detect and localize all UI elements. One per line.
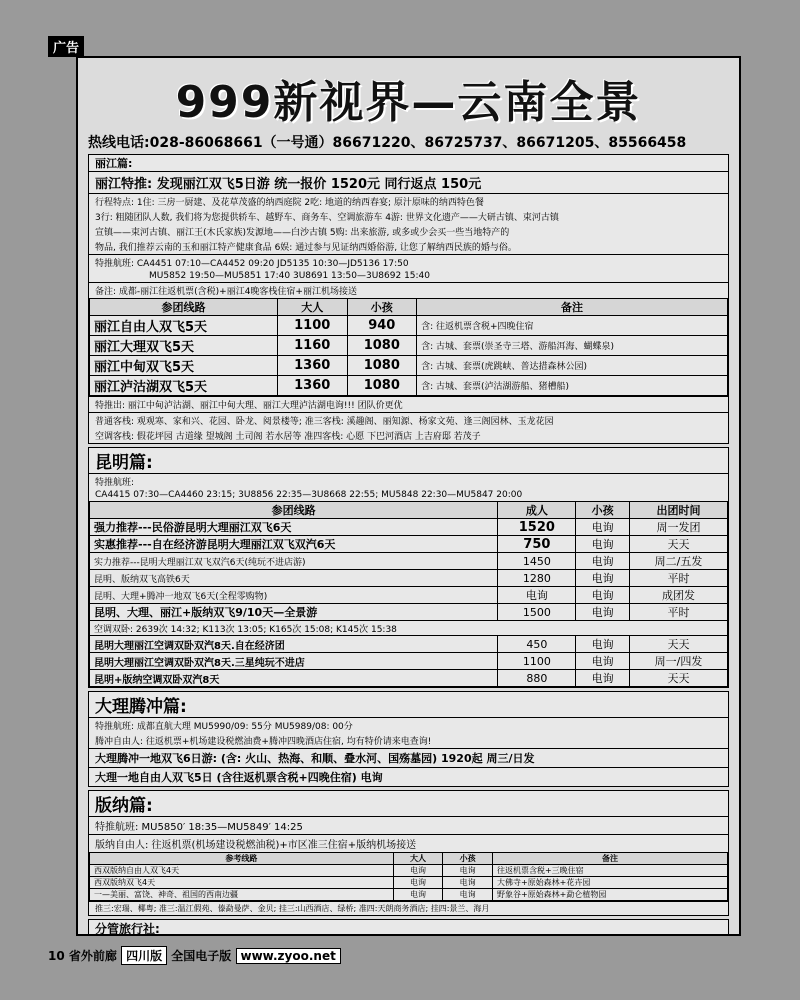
site-url[interactable]: www.zyoo.net xyxy=(236,948,341,964)
child-price: 电询 xyxy=(443,877,493,889)
child-price: 1080 xyxy=(347,336,417,356)
table-row xyxy=(90,587,728,604)
lijiang-section xyxy=(88,154,729,444)
depart-time: 周二/五发 xyxy=(629,553,727,570)
child-price: 电询 xyxy=(576,519,630,536)
remark: 含: 往返机票含税+四晚住宿 xyxy=(417,316,728,336)
depart-time: 成团发 xyxy=(629,587,727,604)
col-header: 成人 xyxy=(498,502,576,519)
adult-price: 880 xyxy=(498,670,576,687)
ad-tag: 广告 xyxy=(48,36,84,57)
depart-time: 周一发团 xyxy=(629,519,727,536)
adult-price: 1100 xyxy=(498,653,576,670)
lijiang-extra-1: 特推出: 丽江中甸泸沽湖、丽江中甸大理、丽江大理泸沽湖电询!!! 团队价更优 xyxy=(89,396,728,412)
headline: 999新视界—云南全景 xyxy=(175,77,642,128)
route: 一—美丽、富饶、神奇、祖国的西南边疆 xyxy=(90,889,394,901)
table-row xyxy=(90,519,728,536)
route: 丽江中甸双飞5天 xyxy=(90,356,278,376)
banna-table xyxy=(89,852,728,901)
child-price: 电询 xyxy=(443,865,493,877)
col-header: 参考线路 xyxy=(90,853,394,865)
route: 昆明、版纳双飞高铁6天 xyxy=(90,570,498,587)
page-number: 10 xyxy=(48,949,65,963)
adult-price: 1520 xyxy=(498,519,576,536)
route: 丽江大理双飞5天 xyxy=(90,336,278,356)
col-header: 大人 xyxy=(277,299,347,316)
child-price: 电询 xyxy=(576,636,630,653)
depart-time: 天天 xyxy=(629,670,727,687)
kunming-section xyxy=(88,447,729,688)
table-row xyxy=(90,570,728,587)
lijiang-flight-1: 特推航班: CA4451 07:10—CA4452 09:20 JD5135 10:30—JD5136 17:50 xyxy=(89,254,728,270)
route: 西双版纳自由人双飞4天 xyxy=(90,865,394,877)
child-price: 电询 xyxy=(576,553,630,570)
depart-time: 平时 xyxy=(629,570,727,587)
dali-flight: 特推航班: 成都直航大理 MU5990/09: 55分 MU5989/08: 00分 xyxy=(89,717,728,733)
col-header: 备注 xyxy=(417,299,728,316)
route: 实惠推荐---自在经济游昆明大理丽江双飞双汽6天 xyxy=(90,536,498,553)
table-row xyxy=(90,865,728,877)
child-price: 电询 xyxy=(576,653,630,670)
lijiang-features-1: 行程特点: 1住: 三房一厨建、及花草茂盛的纳西庭院 2吃: 地道的纳西春宴; 原汁原味的纳西特色餐 xyxy=(89,193,728,209)
adult-price: 1450 xyxy=(498,553,576,570)
banna-title: 版纳篇: xyxy=(95,796,153,816)
child-price: 1080 xyxy=(347,376,417,396)
lijiang-extra-2: 普通客栈: 观观寒、家和兴、花园、卧龙、阅景楼等; 准三客栈: 溪趣阁、丽知源、杨家文苑、逢三阁园林、玉龙花园 xyxy=(89,412,728,428)
route: 实力推荐---昆明大理丽江双飞双汽6天(纯玩不进店游) xyxy=(90,553,498,570)
lijiang-extra-3: 空调客栈: 假花坪园 古道缘 望城阁 土司阁 若水居等 准四客栈: 心愿 下巴河酒店 上吉府邸 若茂子 xyxy=(95,432,481,442)
lijiang-special: 丽江特推: 发现丽江双飞5日游 统一报价 1520元 同行返点 150元 xyxy=(89,171,728,193)
route: 西双版纳双飞4天 xyxy=(90,877,394,889)
route: 丽江自由人双飞5天 xyxy=(90,316,278,336)
lijiang-title: 丽江篇: xyxy=(95,157,133,170)
table-row xyxy=(90,621,728,636)
train-info: 空调双卧: 2639次 14:32; K113次 13:05; K165次 15:08; K145次 15:38 xyxy=(90,621,728,636)
adult-price: 1280 xyxy=(498,570,576,587)
route: 昆明大理丽江空调双卧双汽8天.自在经济团 xyxy=(90,636,498,653)
edition-label: 全国电子版 xyxy=(171,949,232,963)
table-row xyxy=(90,376,728,396)
table-row xyxy=(90,604,728,621)
page-footer xyxy=(48,946,341,965)
table-row xyxy=(90,316,728,336)
child-price: 电询 xyxy=(576,570,630,587)
col-header: 参团线路 xyxy=(90,502,498,519)
banna-hotels: 推三:宏瑞、椰粤; 准三:温江假苑、傣勐曼萨、金贝; 挂三:山西酒店、绿桥; 准四:天朗商务酒店; 挂四:景兰、海月 xyxy=(89,901,728,915)
kunming-table xyxy=(89,501,728,687)
section-name: 省外前廊 xyxy=(68,949,117,963)
edition-badge: 四川版 xyxy=(121,946,167,965)
table-row xyxy=(90,889,728,901)
route: 强力推荐---民俗游昆明大理丽江双飞6天 xyxy=(90,519,498,536)
child-price: 电询 xyxy=(576,536,630,553)
route: 昆明+版纳空调双卧双汽8天 xyxy=(90,670,498,687)
col-header: 大人 xyxy=(393,853,443,865)
route: 丽江泸沽湖双飞5天 xyxy=(90,376,278,396)
adult-price: 450 xyxy=(498,636,576,653)
adult-price: 750 xyxy=(498,536,576,553)
child-price: 电询 xyxy=(576,587,630,604)
table-row xyxy=(90,536,728,553)
route: 昆明、大理、丽江+版纳双飞9/10天—全景游 xyxy=(90,604,498,621)
col-header: 小孩 xyxy=(347,299,417,316)
table-row xyxy=(90,636,728,653)
remark: 大佛寺+原始森林+花卉园 xyxy=(492,877,727,889)
table-row xyxy=(90,670,728,687)
col-header: 出团时间 xyxy=(629,502,727,519)
child-price: 电询 xyxy=(576,670,630,687)
adult-price: 电询 xyxy=(393,889,443,901)
col-header: 小孩 xyxy=(443,853,493,865)
adult-price: 电询 xyxy=(393,877,443,889)
kunming-title: 昆明篇: xyxy=(95,453,153,473)
banna-section xyxy=(88,790,729,916)
depart-time: 天天 xyxy=(629,536,727,553)
remark: 往返机票含税+三晚住宿 xyxy=(492,865,727,877)
table-row xyxy=(90,336,728,356)
child-price: 电询 xyxy=(576,604,630,621)
hotline: 热线电话:028-86068661（一号通）86671220、86725737、86671205、85566458 xyxy=(88,135,687,151)
col-header: 小孩 xyxy=(576,502,630,519)
child-price: 电询 xyxy=(443,889,493,901)
lijiang-note: 备注: 成都-丽江往返机票(含税)+丽江4晚客栈住宿+丽江机场接送 xyxy=(89,282,728,298)
lijiang-flight-2: MU5852 19:50—MU5851 17:40 3U8691 13:50—3U8692 15:40 xyxy=(149,271,430,281)
dali-row-1: 大理腾冲一地双飞6日游: (含: 火山、热海、和顺、叠水河、国殇墓园) 1920起 周三/日发 xyxy=(89,748,728,767)
lijiang-features-2: 3行: 粗随团队人数, 我们将为您提供轿车、越野车、商务车、空调旅游车 4游: 世界文化遗产——大研古镇、束河古镇 xyxy=(95,213,559,223)
route: 昆明大理丽江空调双卧双汽8天.三星纯玩不进店 xyxy=(90,653,498,670)
lijiang-features-4: 物品, 我们推荐云南的玉和丽江特产健康食品 6娱: 通过参与见证纳西婚俗游, 让您了解纳西民族的婚与俗。 xyxy=(95,243,517,253)
adult-price: 1100 xyxy=(277,316,347,336)
child-price: 940 xyxy=(347,316,417,336)
kunming-flight-label: 特推航班: xyxy=(89,473,728,489)
table-row xyxy=(90,356,728,376)
adult-price: 1360 xyxy=(277,376,347,396)
remark: 含: 古城、套票(泸沽湖游船、猪槽船) xyxy=(417,376,728,396)
adult-price: 1360 xyxy=(277,356,347,376)
remark: 野象谷+原始森林+勐仑植物园 xyxy=(492,889,727,901)
kunming-flight: CA4415 07:30—CA4460 23:15; 3U8856 22:35—3U8668 22:55; MU5848 22:30—MU5847 20:00 xyxy=(95,490,523,500)
dali-title: 大理腾冲篇: xyxy=(95,697,187,717)
banna-note: 版纳自由人: 往返机票(机场建设税燃油税)+市区准三住宿+版纳机场接送 xyxy=(89,834,728,852)
depart-time: 天天 xyxy=(629,636,727,653)
agencies-section xyxy=(88,919,729,936)
depart-time: 周一/四发 xyxy=(629,653,727,670)
remark: 含: 古城、套票(虎跳峡、普达措森林公园) xyxy=(417,356,728,376)
remark: 含: 古城、套票(崇圣寺三塔、游船洱海、蝴蝶泉) xyxy=(417,336,728,356)
route: 昆明、大理+腾冲一地双飞6天(全程零购物) xyxy=(90,587,498,604)
adult-price: 1500 xyxy=(498,604,576,621)
table-row xyxy=(90,877,728,889)
depart-time: 平时 xyxy=(629,604,727,621)
agencies-title: 分管旅行社: xyxy=(95,922,160,936)
lijiang-table xyxy=(89,298,728,396)
dali-section xyxy=(88,691,729,787)
banna-flight: 特推航班: MU5850′ 18:35—MU5849′ 14:25 xyxy=(89,816,728,834)
col-header: 备注 xyxy=(492,853,727,865)
table-row xyxy=(90,553,728,570)
child-price: 1080 xyxy=(347,356,417,376)
ad-card xyxy=(76,56,741,936)
dali-note: 腾冲自由人: 往返机票+机场建设税燃油费+腾冲四晚酒店住宿, 均有特价请来电查询! xyxy=(95,737,432,747)
adult-price: 电询 xyxy=(498,587,576,604)
adult-price: 电询 xyxy=(393,865,443,877)
adult-price: 1160 xyxy=(277,336,347,356)
lijiang-features-3: 宣镇——束河古镇、丽江王(木氏家族)发源地——白沙古镇 5购: 出来旅游, 或多或少会买一些当地特产的 xyxy=(95,228,510,238)
col-header: 参团线路 xyxy=(90,299,278,316)
table-row xyxy=(90,653,728,670)
dali-row-2: 大理一地自由人双飞5日 (含往返机票含税+四晚住宿) 电询 xyxy=(89,767,728,786)
